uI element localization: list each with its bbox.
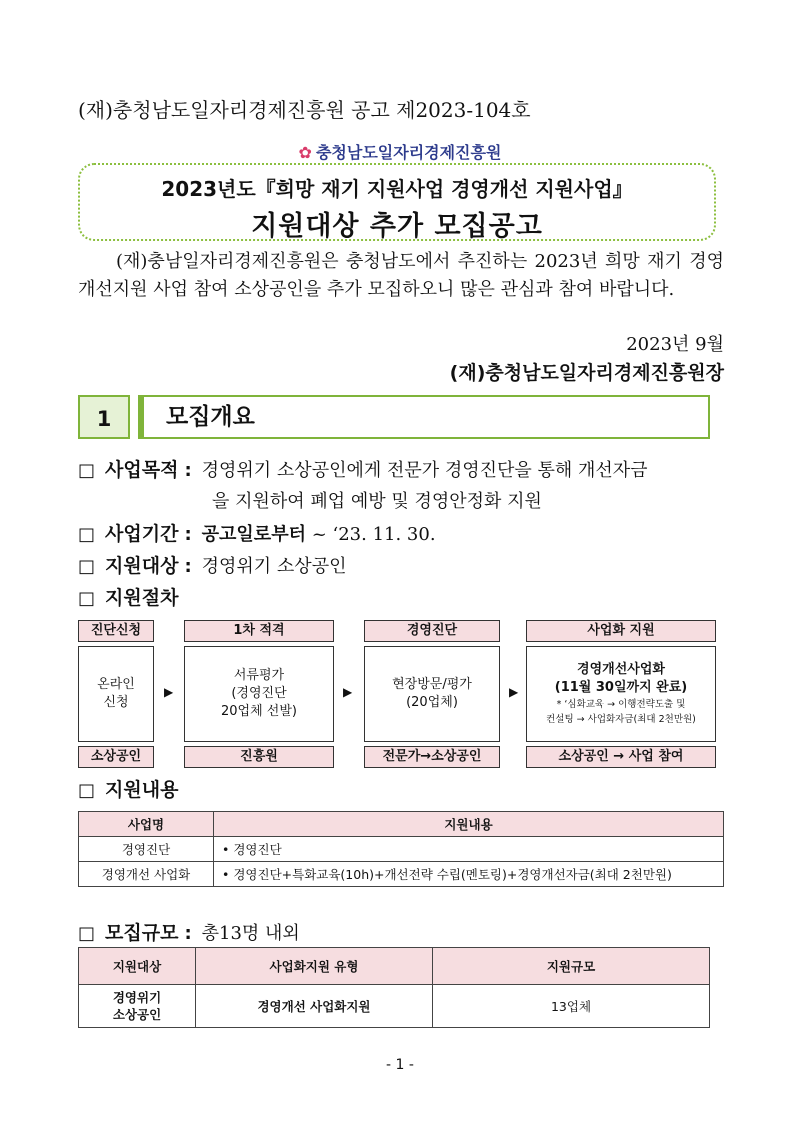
- play-arrow-icon: ▶: [164, 685, 174, 699]
- table-row: [79, 985, 710, 1028]
- checkbox-square-icon: □: [78, 460, 96, 481]
- table-header: 지원내용: [214, 812, 724, 837]
- table-cell: 경영진단: [79, 837, 214, 862]
- org-logo: [0, 140, 800, 163]
- table-cell: • 경영진단+특화교육(10h)+개선전략 수립(멘토링)+경영개선자금(최대 2천만원): [214, 862, 724, 887]
- title-box: [78, 163, 716, 241]
- proc-step-4-title1: 경영개선사업화: [577, 662, 665, 677]
- flower-logo-icon: ✿: [298, 143, 312, 162]
- checkbox-square-icon: □: [78, 524, 96, 545]
- proc-step-3-line2: (20업체): [406, 695, 458, 710]
- procedure-label: 지원절차: [105, 587, 179, 609]
- table-header: 사업화지원 유형: [196, 948, 433, 985]
- content-row: [78, 775, 178, 802]
- page-number: - 1 -: [386, 1057, 414, 1073]
- proc-top-header-3: 경영진단: [364, 620, 500, 642]
- proc-bottom-header-1: 소상공인: [78, 746, 154, 768]
- table-header: 사업명: [79, 812, 214, 837]
- period-start: 공고일로부터: [201, 524, 306, 545]
- title-line1: 2023년도『희망 재기 지원사업 경영개선 지원사업』: [161, 177, 633, 201]
- checkbox-square-icon: □: [78, 556, 96, 577]
- table-row: [79, 837, 724, 862]
- intro-text: (재)충남일자리경제진흥원은 충청남도에서 추진하는 2023년 희망 재기 경영개선지원 사업 참여 소상공인을 추가 모집하오니 많은 관심과 참여 바랍니다.: [78, 251, 724, 300]
- proc-top-header-4: 사업화 지원: [526, 620, 716, 642]
- scale-target-line1: 경영위기: [112, 990, 162, 1005]
- title-line2: 지원대상 추가 모집공고: [251, 211, 543, 242]
- table-cell: [79, 985, 196, 1028]
- proc-step-3: [364, 646, 500, 742]
- procedure-row: [78, 583, 178, 610]
- proc-step-1-line2: 신청: [103, 695, 129, 710]
- purpose-line1: 경영위기 소상공인에게 전문가 경영진단을 통해 개선자금: [201, 460, 648, 481]
- proc-step-1: [78, 646, 154, 742]
- scale-target-line2: 소상공인: [112, 1007, 162, 1022]
- intro-paragraph: [78, 248, 724, 304]
- table-header-row: [79, 948, 710, 985]
- scale-label: 모집규모: [105, 922, 179, 944]
- scale-row: □ 모집규모 : 총13명 내외: [78, 922, 300, 944]
- proc-step-4-title2: (11월 30일까지 완료): [554, 680, 688, 695]
- scale-table: [78, 947, 710, 1028]
- proc-top-header-1: 진단신청: [78, 620, 154, 642]
- proc-top-header-2: 1차 적격: [184, 620, 334, 642]
- proc-step-2-line1: 서류평가: [233, 668, 285, 683]
- table-header: 지원규모: [433, 948, 710, 985]
- table-cell: • 경영진단: [214, 837, 724, 862]
- org-logo-text: 충청남도일자리경제진흥원: [315, 143, 502, 162]
- checkbox-square-icon: □: [78, 923, 96, 944]
- table-cell: 경영개선 사업화: [79, 862, 214, 887]
- proc-step-3-line1: 현장방문/평가: [392, 677, 472, 692]
- period-end: ~ ‘23. 11. 30.: [311, 524, 436, 545]
- proc-bottom-header-4: 소상공인 → 사업 참여: [526, 746, 716, 768]
- proc-step-4: [526, 646, 716, 742]
- table-row: [79, 862, 724, 887]
- section-number: 1: [78, 395, 130, 439]
- purpose-line2: 을 지원하여 폐업 예방 및 경영안정화 지원: [212, 491, 542, 512]
- period-label: 사업기간: [105, 523, 179, 545]
- target-row: □ 지원대상 : 경영위기 소상공인: [78, 555, 347, 577]
- support-content-table: [78, 811, 724, 887]
- scale-value: 총13명 내외: [201, 923, 300, 944]
- section-title: 모집개요: [138, 395, 710, 439]
- proc-step-1-line1: 온라인: [97, 677, 135, 692]
- proc-step-4-note2: 컨설팅 → 사업화자금(최대 2천만원): [546, 714, 696, 725]
- notice-number: (재)충청남도일자리경제진흥원 공고 제2023-104호: [78, 98, 531, 122]
- purpose-label: 사업목적: [105, 459, 179, 481]
- checkbox-square-icon: □: [78, 588, 96, 609]
- table-cell: 13업체: [433, 985, 710, 1028]
- target-label: 지원대상: [105, 555, 179, 577]
- period-row: □ 사업기간 : 공고일로부터 ~ ‘23. 11. 30.: [78, 523, 436, 545]
- play-arrow-icon: ▶: [509, 685, 519, 699]
- proc-step-2: [184, 646, 334, 742]
- proc-bottom-header-2: 진흥원: [184, 746, 334, 768]
- checkbox-square-icon: □: [78, 780, 96, 801]
- table-header: 지원대상: [79, 948, 196, 985]
- notice-date: 2023년 9월: [626, 334, 724, 355]
- target-value: 경영위기 소상공인: [201, 556, 347, 577]
- proc-step-2-line2: (경영진단: [231, 686, 287, 701]
- proc-step-4-note1: * ‘심화교육 → 이행전략도출 및: [556, 699, 686, 710]
- play-arrow-icon: ▶: [343, 685, 353, 699]
- table-header-row: [79, 812, 724, 837]
- proc-bottom-header-3: 전문가→소상공인: [364, 746, 500, 768]
- table-cell: 경영개선 사업화지원: [196, 985, 433, 1028]
- content-label: 지원내용: [105, 779, 179, 801]
- proc-step-2-line3: 20업체 선발): [221, 704, 297, 719]
- purpose-row: □ 사업목적 : 경영위기 소상공인에게 전문가 경영진단을 통해 개선자금: [78, 459, 648, 481]
- signer: (재)충청남도일자리경제진흥원장: [449, 362, 724, 384]
